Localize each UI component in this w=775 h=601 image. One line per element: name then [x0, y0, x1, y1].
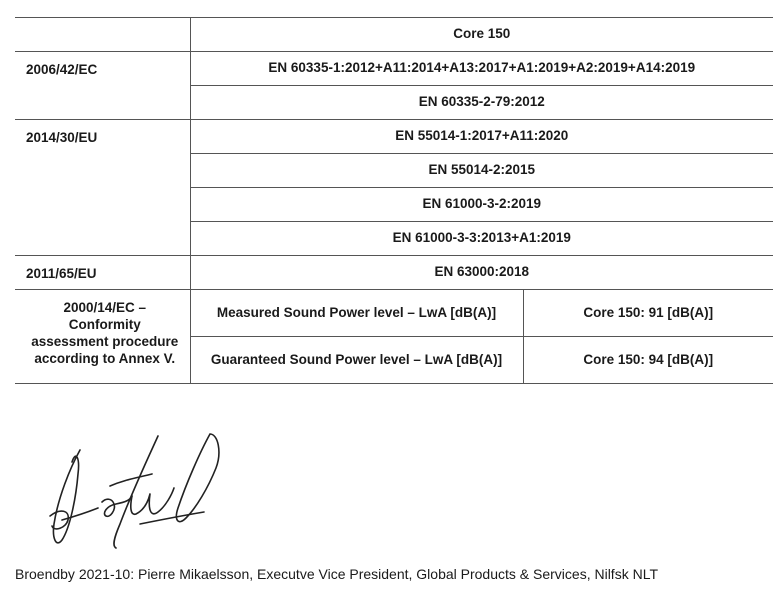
sound-value-cell: Core 150: 91 [dB(A)] [523, 290, 773, 337]
table-row [15, 256, 773, 290]
sound-label-cell: Guaranteed Sound Power level – LwA [dB(A)] [190, 337, 523, 384]
conformity-table [15, 17, 773, 384]
directive-line: assessment procedure [31, 333, 179, 349]
handwritten-signature [40, 428, 225, 558]
sound-label-cell: Measured Sound Power level – LwA [dB(A)] [190, 290, 523, 337]
empty-corner-cell [15, 18, 190, 52]
table-row [15, 52, 773, 86]
directive-line: Conformity [68, 316, 141, 332]
directive-line: 2000/14/EC – [63, 300, 147, 315]
directive-cell: 2006/42/EC [15, 52, 190, 120]
product-header: Core 150 [190, 18, 773, 52]
directive-cell: 2011/65/EU [15, 256, 190, 290]
table-row [15, 18, 773, 52]
standard-cell: EN 63000:2018 [190, 256, 773, 290]
standard-cell: EN 55014-1:2017+A11:2020 [190, 120, 773, 154]
signature-caption: Broendby 2021-10: Pierre Mikaelsson, Executve Vice President, Global Products & Services, Nilfsk NLT [15, 566, 658, 582]
sound-value-cell: Core 150: 94 [dB(A)] [523, 337, 773, 384]
table-row [15, 120, 773, 154]
standard-cell: EN 55014-2:2015 [190, 154, 773, 188]
standard-cell: EN 61000-3-2:2019 [190, 188, 773, 222]
directive-cell: 2014/30/EU [15, 120, 190, 256]
standard-cell: EN 61000-3-3:2013+A1:2019 [190, 222, 773, 256]
standard-cell: EN 60335-2-79:2012 [190, 86, 773, 120]
sound-directive-cell [15, 290, 190, 384]
table-row [15, 290, 773, 337]
directive-line: according to Annex V. [34, 350, 176, 366]
standard-cell: EN 60335-1:2012+A11:2014+A13:2017+A1:2019+A2:2019+A14:2019 [190, 52, 773, 86]
